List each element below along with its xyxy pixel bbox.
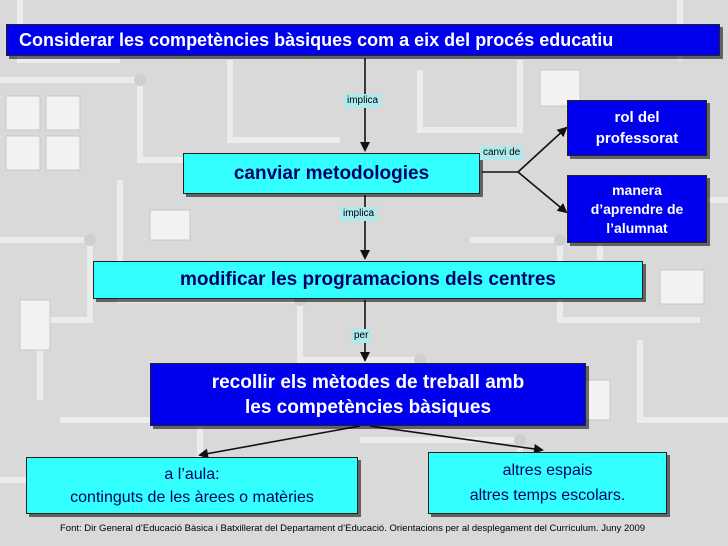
node-altres-line1: altres espais <box>502 462 593 479</box>
node-modificar-text: modificar les programacions dels centres <box>180 269 556 290</box>
edge-label-canvi-de: canvi de <box>480 146 523 160</box>
node-aula-line2: continguts de les àrees o matèries <box>70 488 314 506</box>
arrow-branch-to-manera <box>518 172 566 212</box>
node-rol-professorat <box>567 100 707 156</box>
edge-label-implica-1: implica <box>344 94 381 108</box>
node-rol-line2: professorat <box>595 130 679 147</box>
edge-label-implica-2: implica <box>340 207 377 221</box>
node-recollir-metodes <box>150 363 586 426</box>
diagram-title <box>6 24 720 56</box>
arrow-recollir-to-aula <box>200 426 360 455</box>
node-modificar-programacions <box>93 261 643 299</box>
edge-label-per: per <box>351 329 371 343</box>
node-altres-espais <box>428 452 667 514</box>
node-manera-line2: d’aprendre de <box>590 200 684 217</box>
source-footer: Font: Dir General d’Educació Bàsica i Batxillerat del Departament d’Educació. Orientacions per al desplegament del Currículum. Juny 2009 <box>60 523 646 534</box>
arrow-branch-to-rol <box>518 128 566 172</box>
node-canviar-text: canviar metodologies <box>233 162 430 184</box>
node-altres-line2: altres temps escolars. <box>469 487 626 504</box>
node-manera-line1: manera <box>612 181 662 198</box>
node-manera-aprendre <box>567 175 707 243</box>
arrow-recollir-to-altres <box>370 426 542 450</box>
node-a-laula <box>26 457 358 514</box>
node-rol-line1: rol del <box>614 109 660 126</box>
node-canviar-metodologies <box>183 153 480 194</box>
node-aula-line1: a l’aula: <box>164 465 220 483</box>
node-manera-line3: l’alumnat <box>606 219 668 236</box>
node-recollir-line2: les competències bàsiques <box>244 396 492 418</box>
diagram-title-text: Considerar les competències bàsiques com a eix del procés educatiu <box>19 29 614 50</box>
node-recollir-line1: recollir els mètodes de treball amb <box>211 371 525 393</box>
